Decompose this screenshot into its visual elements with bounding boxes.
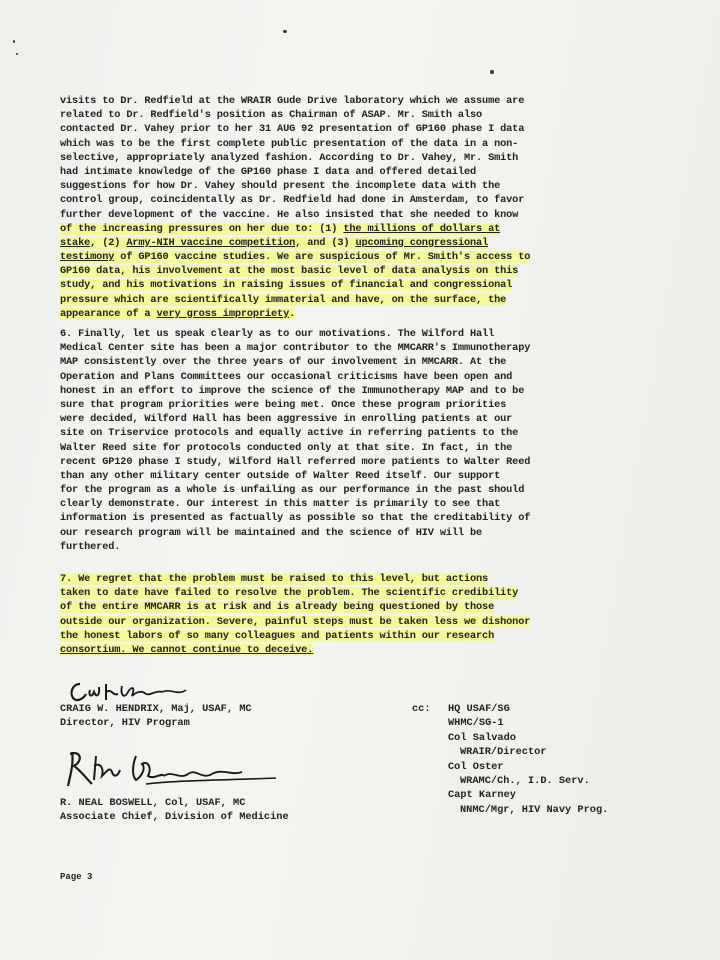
underlined-text: very gross impropriety (156, 307, 290, 320)
cc-row (412, 702, 608, 716)
underlined-text: consortium. We cannot continue to deceive. (60, 643, 314, 656)
signer-title: Associate Chief, Division of Medicine (60, 811, 289, 824)
text-line: selective, appropriately analyzed fashion. According to Dr. Vahey, Mr. Smith (60, 151, 519, 164)
text-line: recent GP120 phase I study, Wilford Hall referred more patients to Walter Reed (60, 455, 531, 468)
highlighted-line (60, 222, 660, 236)
text-line (60, 572, 660, 586)
paper-speck (490, 70, 494, 74)
signer-name: R. NEAL BOSWELL, Col, USAF, MC (60, 797, 246, 809)
cc-label: cc: (412, 703, 431, 715)
highlighted-line (60, 278, 660, 292)
highlighted-text: pressure which are scientifically immaterial and have, on the surface, the (60, 293, 507, 306)
highlighted-text: . (289, 307, 296, 320)
cc-list (412, 702, 608, 817)
paper-speck (283, 30, 287, 33)
highlighted-text: , (2) (90, 236, 127, 249)
cc-entry: WHMC/SG-1 (448, 717, 504, 730)
paragraph-7 (60, 572, 660, 657)
highlighted-line (60, 250, 660, 264)
cc-entry: Capt Karney (448, 789, 516, 802)
highlighted-line (60, 293, 660, 307)
text-line (60, 600, 660, 614)
highlighted-text: GP160 data, his involvement at the most basic level of data analysis on this (60, 265, 519, 278)
text-line: Operation and Plans Committees our occasional criticisms have been open and (60, 370, 513, 383)
highlighted-text: study, and his motivations in raising issues of financial and congressional (60, 279, 513, 292)
cc-entry: WRAMC/Ch., I.D. Serv. (460, 775, 590, 788)
paper-speck (13, 40, 15, 43)
highlighted-text: taken to date have failed to resolve the problem. The scientific credibility (60, 587, 519, 600)
text-line: Medical Center site has been a major contributor to the MMCARR's Immunotherapy (60, 342, 531, 355)
text-line: for the program as a whole is unfailing as our performance in the past should (60, 484, 525, 497)
highlighted-text: the honest labors of so many colleagues and patients within our research (60, 629, 495, 642)
highlighted-text: 7. We regret that the problem must be raised to this level, but actions (60, 573, 489, 585)
cc-entry: WRAIR/Director (460, 746, 547, 759)
text-line: had intimate knowledge of the GP160 phase I data and offered detailed (60, 165, 477, 178)
highlighted-text: , and (3) (295, 236, 356, 249)
text-line: which was to be the first complete public presentation of the data in a non- (60, 137, 519, 150)
text-line: clearly demonstrate. Our interest in this matter is primarily to see that (60, 498, 501, 511)
cc-entry: Col Oster (448, 760, 504, 773)
signer-boswell (60, 796, 289, 824)
text-line: were decided, Wilford Hall has been aggressive in enrolling patients at our (60, 413, 513, 426)
underlined-text: upcoming congressional (355, 236, 489, 249)
paper-speck (16, 53, 18, 55)
text-line: visits to Dr. Redfield at the WRAIR Gude Drive laboratory which we assume are (60, 95, 525, 107)
text-line: sure that program priorities were being met. Once these program priorities (60, 398, 507, 411)
text-line: our research program will be maintained and the science of HIV will be (60, 526, 483, 539)
text-line: control group, coincidentally as Dr. Redfield had done in Amsterdam, to favor (60, 194, 525, 207)
text-line: furthered. (60, 540, 121, 553)
text-line: site on Triservice protocols and equally active in referring patients to the (60, 427, 519, 440)
signature-boswell (62, 746, 282, 792)
signer-name: CRAIG W. HENDRIX, Maj, USAF, MC (60, 703, 252, 715)
cc-entry: NNMC/Mgr, HIV Navy Prog. (460, 803, 609, 816)
text-line: contacted Dr. Vahey prior to her 31 AUG 92 presentation of GP160 phase I data (60, 123, 525, 136)
underlined-text: the millions of dollars at (343, 222, 501, 235)
highlighted-text: of the increasing pressures on her due to: (1) (60, 222, 344, 235)
highlighted-text: outside our organization. Severe, painful steps must be taken less we dishonor (60, 615, 531, 628)
text-line: than any other military center outside of Walter Reed itself. Our support (60, 469, 501, 482)
highlighted-line (60, 264, 660, 278)
page-number: Page 3 (60, 872, 93, 882)
underlined-text: Army-NIH vaccine competition (126, 236, 296, 249)
text-line: MAP consistently over the three years of our involvement in MMCARR. At the (60, 356, 507, 369)
underlined-text: testimony (60, 251, 115, 264)
highlighted-text: of GP160 vaccine studies. We are suspicious of Mr. Smith's access to (114, 251, 531, 264)
text-line: 6. Finally, let us speak clearly as to our motivations. The Wilford Hall (60, 328, 495, 340)
highlighted-line (60, 307, 660, 321)
signer-title: Director, HIV Program (60, 717, 190, 730)
highlighted-text: appearance of a (60, 307, 157, 320)
text-line (60, 629, 660, 643)
text-line: Walter Reed site for protocols conducted only at that site. In fact, in the (60, 441, 513, 454)
text-line: further development of the vaccine. He also insisted that she needed to know (60, 208, 519, 221)
cc-entry: Col Salvado (448, 731, 516, 744)
text-line (60, 643, 660, 657)
text-line: information is presented as factually as possible so that the creditability of (60, 512, 531, 525)
paragraph-5 (60, 94, 660, 321)
highlighted-line (60, 236, 660, 250)
underlined-text: stake (60, 236, 91, 249)
highlighted-text: of the entire MMCARR is at risk and is already being questioned by those (60, 601, 495, 614)
text-line: suggestions for how Dr. Vahey should present the incomplete data with the (60, 180, 501, 193)
text-line (60, 586, 660, 600)
signer-hendrix (60, 702, 252, 730)
text-line: honest in an effort to improve the science of the Immunotherapy MAP and to be (60, 384, 525, 397)
cc-entry: HQ USAF/SG (448, 703, 510, 715)
text-line (60, 615, 660, 629)
paragraph-6 (60, 327, 660, 554)
text-line: related to Dr. Redfield's position as Chairman of ASAP. Mr. Smith also (60, 109, 483, 122)
